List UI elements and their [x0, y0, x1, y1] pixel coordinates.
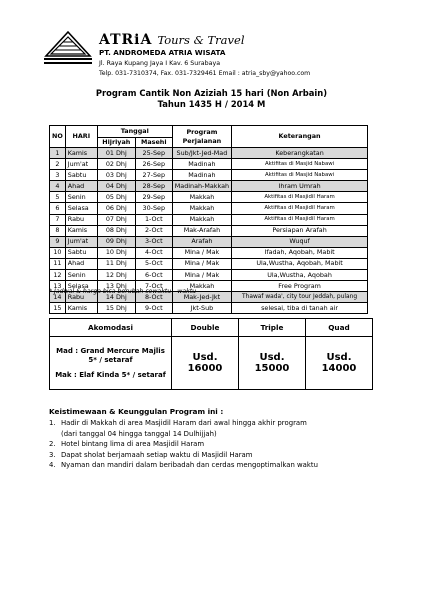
cell-keterangan: Aktifitas di Masjidil Haram [232, 214, 368, 225]
cell-hari: Rabu [65, 214, 97, 225]
brand-name [99, 29, 245, 48]
cell-hijriyah: 04 Dhj [97, 181, 135, 192]
company-contact: Telp. 031-7310374, Fax. 031-7329461 Email : atria_sby@yahoo.com [99, 70, 311, 77]
cell-program: Sub/Jkt-Jed-Mad [172, 148, 231, 159]
cell-hari: Ahad [65, 258, 97, 269]
advantage-text [61, 439, 204, 450]
cell-masehi: 27-Sep [135, 170, 172, 181]
cell-hari: Ahad [65, 181, 97, 192]
itinerary-row [50, 192, 368, 203]
cell-masehi: 9-Oct [135, 303, 172, 314]
cell-program: Jkt-Sub [172, 303, 231, 314]
cell-keterangan: Aktifitas di Masjidil Haram [232, 192, 368, 203]
cell-hijriyah: 03 Dhj [97, 170, 135, 181]
col-no: NO [50, 126, 66, 148]
cell-no: 4 [50, 181, 66, 192]
cell-no: 14 [50, 292, 66, 303]
col-program: Program Perjalanan [172, 126, 231, 148]
price-triple: Usd. 15000 [239, 337, 306, 390]
advantage-main-text: Nyaman dan mandiri dalam beribadah dan cerdas mengoptimalkan waktu [61, 461, 318, 469]
cell-no: 9 [50, 236, 66, 247]
advantage-main-text: Hotel bintang lima di area Masjidil Haram [61, 440, 205, 448]
col-hijriyah: Hijriyah [97, 138, 135, 148]
cell-hari: Selasa [65, 203, 97, 214]
cell-hijriyah: 15 Dhj [97, 303, 135, 314]
cell-hari: Kamis [65, 303, 97, 314]
cell-hijriyah: 02 Dhj [97, 159, 135, 170]
cell-no: 2 [50, 159, 66, 170]
itinerary-row [50, 258, 368, 269]
advantage-text [61, 460, 318, 471]
cell-masehi: 3-Oct [135, 236, 172, 247]
cell-keterangan: Free Program [232, 281, 368, 292]
cell-program: Mina / Mak [172, 247, 231, 258]
cell-keterangan: Aktifitas di Masjid Nabawi [232, 159, 368, 170]
cell-no: 6 [50, 203, 66, 214]
cell-masehi: 25-Sep [135, 148, 172, 159]
cell-program: Makkah [172, 214, 231, 225]
company-logo [42, 30, 94, 66]
advantage-number: 1. [49, 419, 56, 427]
itinerary-row [50, 225, 368, 236]
cell-hari: Rabu [65, 292, 97, 303]
program-year: Tahun 1435 H / 2014 M [157, 99, 266, 109]
col-double: Double [172, 319, 239, 337]
cell-keterangan: Wuquf [232, 236, 368, 247]
cell-hari: Kamis [65, 225, 97, 236]
cell-masehi: 29-Sep [135, 192, 172, 203]
cell-keterangan: Ula,Wustha, Aqobah [232, 270, 368, 281]
cell-hari: Sabtu [65, 170, 97, 181]
cell-keterangan: Ifadah, Aqobah, Mabit [232, 247, 368, 258]
company-address: Jl. Raya Kupang Jaya I Kav. 6 Surabaya [99, 60, 221, 67]
advantage-number: 2. [49, 440, 56, 448]
company-name: PT. ANDROMEDA ATRIA WISATA [99, 48, 226, 57]
cell-hijriyah: 12 Dhj [97, 270, 135, 281]
cell-masehi: 8-Oct [135, 292, 172, 303]
cell-no: 12 [50, 270, 66, 281]
advantage-item [49, 418, 318, 439]
brand-tagline: Tours & Travel [157, 33, 245, 47]
itinerary-row [50, 159, 368, 170]
itinerary-row [50, 303, 368, 314]
cell-masehi: 7-Oct [135, 281, 172, 292]
cell-hijriyah: 05 Dhj [97, 192, 135, 203]
hotel-makkah: Mak : Elaf Kinda 5* / setaraf [55, 370, 166, 379]
advantage-text [61, 450, 253, 461]
itinerary-table [49, 125, 368, 314]
cell-masehi: 6-Oct [135, 270, 172, 281]
cell-keterangan: Aktifitas di Masjidil Haram [232, 203, 368, 214]
col-hari: HARI [65, 126, 97, 148]
hotel-madinah: Mad : Grand Mercure Majlis 5* / setaraf [56, 346, 165, 364]
itinerary-row [50, 236, 368, 247]
cell-hijriyah: 06 Dhj [97, 203, 135, 214]
brand-main: ATRiA [99, 32, 153, 48]
cell-hijriyah: 13 Dhj [97, 281, 135, 292]
cell-program: Mina / Mak [172, 270, 231, 281]
itinerary-row [50, 270, 368, 281]
cell-program: Makkah [172, 281, 231, 292]
cell-hijriyah: 10 Dhj [97, 247, 135, 258]
price-quad: Usd. 14000 [306, 337, 373, 390]
advantage-number: 4. [49, 461, 56, 469]
cell-program: Madinah-Makkah [172, 181, 231, 192]
cell-hijriyah: 09 Dhj [97, 236, 135, 247]
advantage-item [49, 460, 318, 471]
itinerary-row [50, 181, 368, 192]
cell-no: 5 [50, 192, 66, 203]
cell-masehi: 2-Oct [135, 225, 172, 236]
cell-hijriyah: 14 Dhj [97, 292, 135, 303]
col-keterangan: Keterangan [232, 126, 368, 148]
cell-keterangan: selesai, tiba di tanah air [232, 303, 368, 314]
cell-hari: Senin [65, 192, 97, 203]
cell-masehi: 5-Oct [135, 258, 172, 269]
cell-no: 10 [50, 247, 66, 258]
cell-no: 13 [50, 281, 66, 292]
cell-hari: Selasa [65, 281, 97, 292]
advantage-item [49, 450, 318, 461]
schedule-note: * Jadwal & harga bisa berubah sewaktu - waktu [49, 288, 197, 295]
cell-hari: Sabtu [65, 247, 97, 258]
advantage-number: 3. [49, 450, 56, 459]
advantage-main-text: Hadir di Makkah di area Masjidil Haram dari awal hingga akhir program [61, 419, 307, 427]
col-tanggal: Tanggal [97, 126, 172, 138]
cell-program: Arafah [172, 236, 231, 247]
advantage-sub-text: (dari tanggal 04 hingga tanggal 14 Dulhijjah) [61, 429, 217, 438]
cell-keterangan: Ula,Wustha, Aqobah, Mabit [232, 258, 368, 269]
cell-program: Madinah [172, 170, 231, 181]
cell-no: 1 [50, 148, 66, 159]
cell-keterangan: Thawaf wada', city tour Jeddah, pulang [232, 292, 368, 303]
cell-no: 3 [50, 170, 66, 181]
cell-masehi: 28-Sep [135, 181, 172, 192]
advantages-title: Keistimewaan & Keunggulan Program ini : [49, 407, 224, 416]
cell-hari: Senin [65, 270, 97, 281]
cell-program: Makkah [172, 192, 231, 203]
cell-no: 7 [50, 214, 66, 225]
cell-keterangan: Persiapan Arafah [232, 225, 368, 236]
col-quad: Quad [306, 319, 373, 337]
cell-masehi: 26-Sep [135, 159, 172, 170]
advantage-text [61, 418, 307, 439]
cell-keterangan: Aktifitas di Masjid Nabawi [232, 170, 368, 181]
cell-hijriyah: 08 Dhj [97, 225, 135, 236]
cell-masehi: 30-Sep [135, 203, 172, 214]
col-triple: Triple [239, 319, 306, 337]
cell-keterangan: Keberangkatan [232, 148, 368, 159]
cell-no: 11 [50, 258, 66, 269]
cell-hijriyah: 01 Dhj [97, 148, 135, 159]
itinerary-row [50, 203, 368, 214]
accommodation-cell [50, 337, 172, 390]
itinerary-row [50, 170, 368, 181]
itinerary-row [50, 247, 368, 258]
cell-program: Mak-Arafah [172, 225, 231, 236]
cell-hari: Kamis [65, 148, 97, 159]
advantage-main-text: Dapat sholat berjamaah setiap waktu di Masjidil Haram [61, 450, 253, 459]
price-table [49, 318, 373, 390]
program-title: Program Cantik Non Aziziah 15 hari (Non Arbain) [95, 88, 328, 98]
cell-program: Mina / Mak [172, 258, 231, 269]
itinerary-row [50, 214, 368, 225]
cell-no: 15 [50, 303, 66, 314]
advantage-item [49, 439, 318, 450]
cell-keterangan: Ihram Umrah [232, 181, 368, 192]
cell-hijriyah: 07 Dhj [97, 214, 135, 225]
cell-hijriyah: 11 Dhj [97, 258, 135, 269]
cell-masehi: 1-Oct [135, 214, 172, 225]
advantages-list [49, 418, 318, 471]
cell-program: Madinah [172, 159, 231, 170]
cell-no: 8 [50, 225, 66, 236]
cell-program: Makkah [172, 203, 231, 214]
col-akomodasi: Akomodasi [50, 319, 172, 337]
cell-hari: Jum'at [65, 159, 97, 170]
cell-masehi: 4-Oct [135, 247, 172, 258]
price-double: Usd. 16000 [172, 337, 239, 390]
cell-hari: Jum'at [65, 236, 97, 247]
itinerary-row [50, 148, 368, 159]
cell-program: Mak-Jed-Jkt [172, 292, 231, 303]
col-masehi: Masehi [135, 138, 172, 148]
